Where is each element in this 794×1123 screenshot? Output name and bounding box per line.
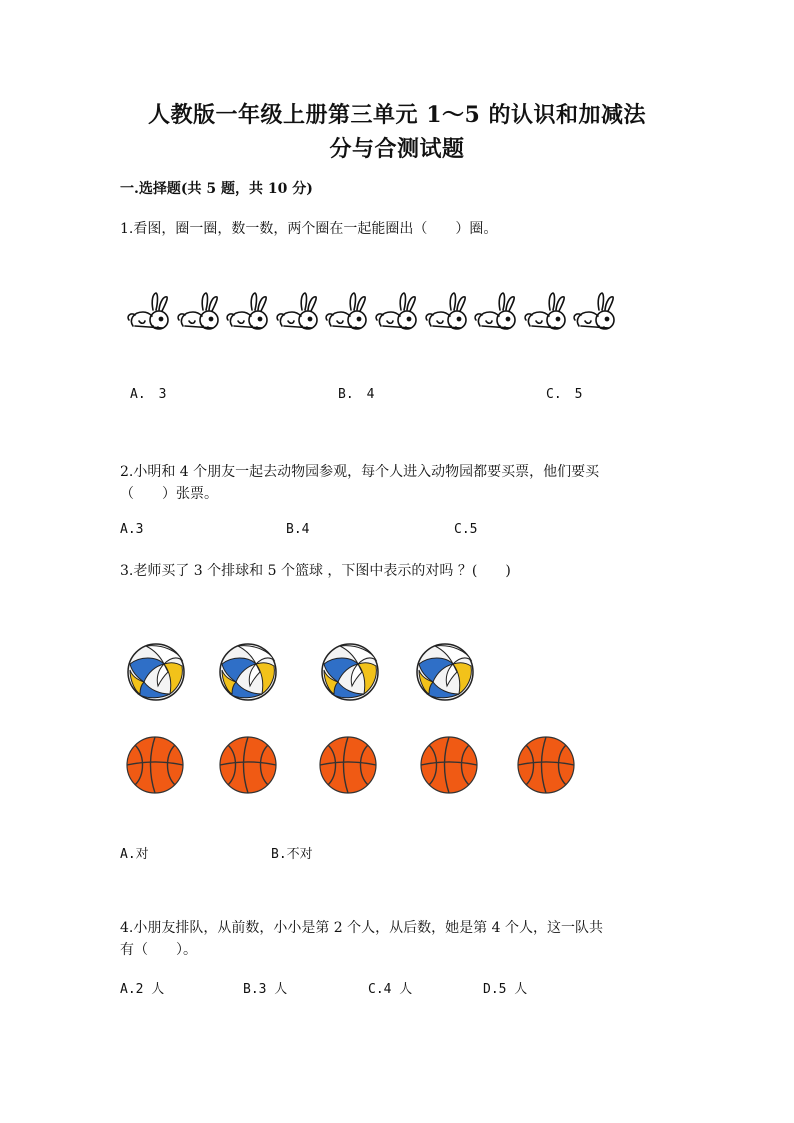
q4-text-line1: 4.小朋友排队，从前数，小小是第 2 个人，从后数，她是第 4 个人，这一队共	[120, 920, 603, 936]
rabbit-image	[173, 290, 225, 334]
rabbit-image	[520, 290, 572, 334]
basketball-image	[419, 735, 479, 795]
rabbit-image	[371, 290, 423, 334]
q4-option-a[interactable]: A.2 人	[120, 982, 165, 997]
q4-option-d[interactable]: D.5 人	[483, 982, 528, 997]
rabbit-image	[569, 290, 621, 334]
q1-option-a[interactable]: A. 3	[130, 387, 167, 402]
q2-option-b[interactable]: B.4	[286, 522, 310, 537]
volleyball-image	[126, 642, 186, 702]
q1-text: 1.看图，圈一圈，数一数，两个圈在一起能圈出（ ）圈。	[120, 221, 498, 237]
q2-text-line1: 2.小明和 4 个朋友一起去动物园参观，每个人进入动物园都要买票，他们要买	[120, 464, 600, 480]
volleyball-image	[218, 642, 278, 702]
q2-option-a[interactable]: A.3	[120, 522, 144, 537]
basketball-image	[318, 735, 378, 795]
section-heading: 一.选择题(共 5 题，共 10 分)	[120, 181, 313, 197]
rabbit-image	[421, 290, 473, 334]
page-title-line2: 分与合测试题	[329, 136, 465, 162]
rabbit-image	[321, 290, 373, 334]
rabbit-image	[272, 290, 324, 334]
basketball-image	[516, 735, 576, 795]
rabbit-image	[123, 290, 175, 334]
q3-text: 3.老师买了 3 个排球和 5 个篮球 ，下图中表示的对吗 ？( )	[120, 563, 511, 579]
q3-option-a[interactable]: A.对	[120, 847, 149, 862]
rabbit-image	[470, 290, 522, 334]
q4-text-line2: 有（ ）。	[120, 942, 197, 958]
q1-option-b[interactable]: B. 4	[338, 387, 375, 402]
page-title-line1: 人教版一年级上册第三单元 1～5 的认识和加减法	[148, 102, 646, 128]
q4-option-c[interactable]: C.4 人	[368, 982, 413, 997]
volleyball-image	[320, 642, 380, 702]
basketball-image	[125, 735, 185, 795]
basketball-image	[218, 735, 278, 795]
volleyball-image	[415, 642, 475, 702]
q1-option-c[interactable]: C. 5	[546, 387, 583, 402]
q4-option-b[interactable]: B.3 人	[243, 982, 288, 997]
q2-text-line2: （ ）张票。	[120, 486, 218, 502]
q3-option-b[interactable]: B.不对	[271, 847, 313, 862]
q2-option-c[interactable]: C.5	[454, 522, 478, 537]
rabbit-image	[222, 290, 274, 334]
